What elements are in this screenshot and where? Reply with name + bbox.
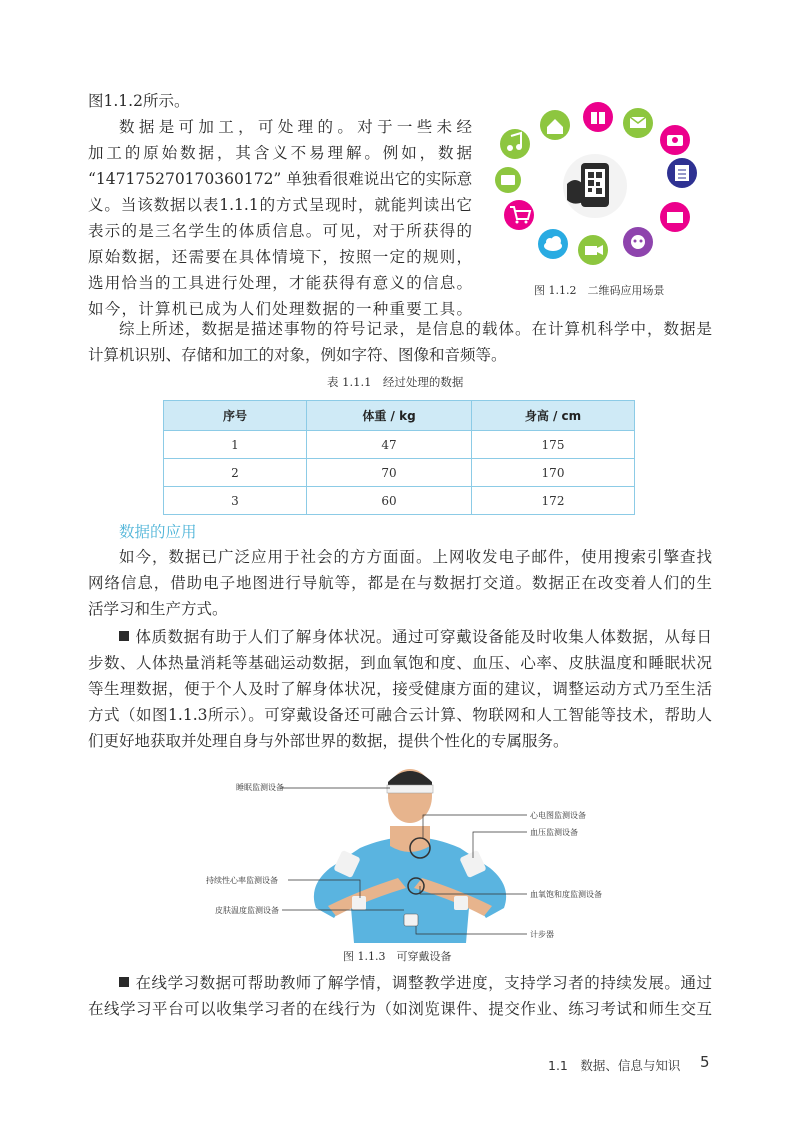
wallet-icon (495, 167, 521, 193)
column-header-height: 身高 / cm (472, 401, 635, 431)
music-icon (500, 129, 530, 159)
table-cell: 172 (472, 487, 635, 515)
paragraph-data-definition: 综上所述，数据是描述事物的符号记录，是信息的载体。在计算机科学中，数据是 计算机识别、存储和加工的对象，例如字符、图像和音频等。 (88, 320, 712, 364)
wearable-devices-figure (210, 768, 610, 943)
intro-line: 图1.1.2所示。 (88, 92, 190, 110)
column-header-index: 序号 (164, 401, 307, 431)
table-cell: 175 (472, 431, 635, 459)
video-icon (578, 235, 608, 265)
bullet-square-icon (119, 977, 129, 987)
folder-icon (660, 202, 690, 232)
table-cell: 1 (164, 431, 307, 459)
cart-icon (504, 200, 534, 230)
label-sleep-monitor: 睡眠监测设备 (236, 783, 284, 792)
camera-icon (660, 125, 690, 155)
label-pedometer: 计步器 (530, 930, 554, 939)
paragraph-online-learning: 在线学习数据可帮助教师了解学情，调整教学进度，支持学习者的持续发展。通过 在线学习平台可以收集学习者的在线行为（如浏览课件、提交作业、练习考试和师生交互 (88, 974, 712, 1018)
table-row (164, 487, 635, 515)
paragraph-data-processing: 数据是可加工，可处理的。对于一些未经 加工的原始数据，其含义不易理解。例如，数据 “147175270170360172” 单独看很难说出它的实际意 义。当该数据以表1.1.1的方式呈现时，就能判读出它 表示的是三名学生的体质信息。可见，对于所获得的 原始数据，还需要在具体情境下，按照一定的规则， 选用恰当的工具进行处理，才能获得有意义的信息。 如今，计算机已成为人们处理数据的一种重要工具。 (88, 118, 473, 318)
qr-code-scenes-figure (495, 100, 705, 275)
mail-icon (623, 108, 653, 138)
paragraph-body-data: 体质数据有助于人们了解身体状况。通过可穿戴设备能及时收集人体数据，从每日 步数、人体热量消耗等基础运动数据，到血氧饱和度、血压、心率、皮肤温度和睡眠状况 等生理数据，便于个人及时了解身体状况，接受健康方面的建议，调整运动方式乃至生活 方式（如图1.1.3所示）。可穿戴设备还可融合云计算、物联网和人工智能等技术，帮助人 们更好地获取并处理自身与外部世界的数据，提供个性化的专属服务。 (88, 628, 712, 750)
table-row (164, 459, 635, 487)
figure-113-caption: 图 1.1.3 可穿戴设备 (343, 950, 452, 963)
table-cell: 47 (307, 431, 472, 459)
label-ecg-monitor: 心电图监测设备 (530, 811, 586, 820)
table-header-row (164, 401, 635, 431)
person-illustration (314, 769, 506, 943)
bullet-square-icon (119, 631, 129, 641)
table-cell: 60 (307, 487, 472, 515)
footer-section-title: 1.1 数据、信息与知识 (548, 1058, 681, 1073)
page-number: 5 (700, 1053, 710, 1071)
table-row (164, 431, 635, 459)
label-skin-temperature-monitor: 皮肤温度监测设备 (215, 906, 279, 915)
notes-icon (667, 158, 697, 188)
processed-data-table (163, 400, 635, 515)
column-header-weight: 体重 / kg (307, 401, 472, 431)
table-cell: 2 (164, 459, 307, 487)
home-icon (540, 110, 570, 140)
section-title-data-applications: 数据的应用 (119, 523, 197, 541)
table-111-caption: 表 1.1.1 经过处理的数据 (327, 375, 464, 389)
table-cell: 170 (472, 459, 635, 487)
robot-icon (623, 227, 653, 257)
paragraph-data-usage: 如今，数据已广泛应用于社会的方方面面。上网收发电子邮件，使用搜索引擎查找 网络信息，借助电子地图进行导航等，都是在与数据打交道。数据正在改变着人们的生 活学习和生产方式。 (88, 548, 712, 618)
label-heart-rate-monitor: 持续性心率监测设备 (206, 876, 278, 885)
label-spo2-monitor: 血氧饱和度监测设备 (530, 890, 602, 899)
table-cell: 3 (164, 487, 307, 515)
figure-112-caption: 图 1.1.2 二维码应用场景 (534, 284, 665, 297)
table-cell: 70 (307, 459, 472, 487)
cloud-icon (538, 229, 568, 259)
phone-qr-icon (563, 154, 627, 218)
gift-icon (583, 102, 613, 132)
label-blood-pressure-monitor: 血压监测设备 (530, 828, 578, 837)
